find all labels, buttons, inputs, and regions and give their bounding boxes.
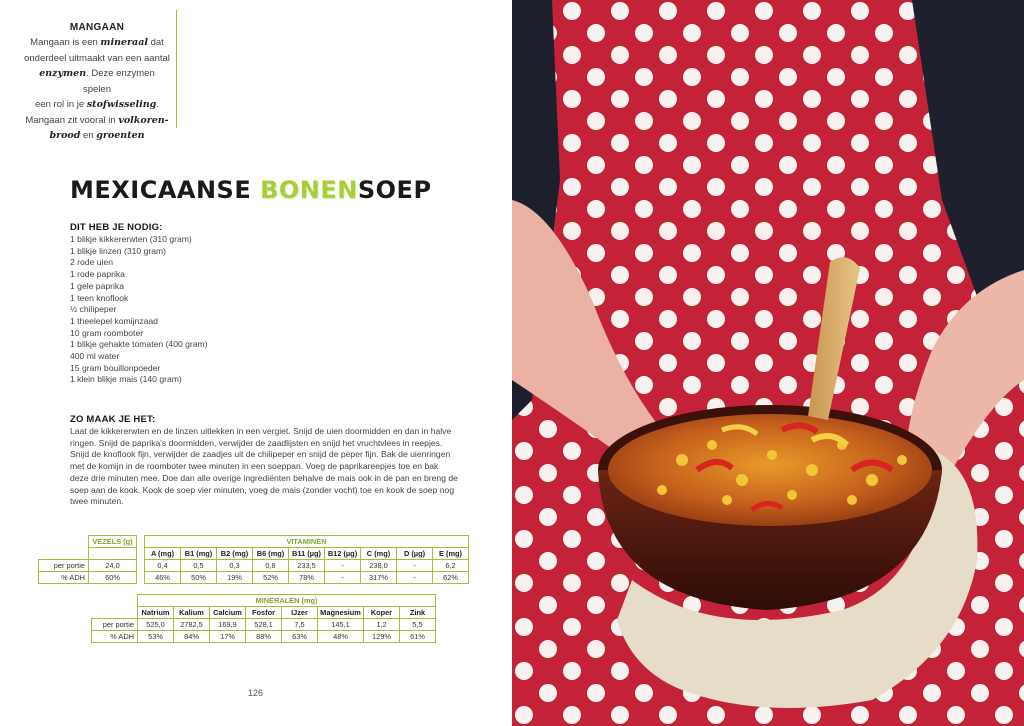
ingredient-item: 15 gram bouillonpoeder	[70, 362, 161, 373]
minerals-table	[91, 594, 436, 643]
ingredient-item: 2 rode uien	[70, 257, 114, 268]
table-cell: -	[325, 572, 361, 584]
table-cell: 5,5	[400, 619, 436, 631]
table-cell-blank	[137, 560, 145, 572]
vezels-header: VEZELS (g)	[89, 536, 137, 548]
column-header: Koper	[364, 607, 400, 619]
right-page	[512, 0, 1024, 726]
column-header: Kalium	[174, 607, 210, 619]
table-cell: 61%	[400, 631, 436, 643]
table-cell: 0,8	[253, 560, 289, 572]
method-heading: ZO MAAK JE HET:	[70, 414, 156, 425]
column-header: Calcium	[210, 607, 246, 619]
table-cell-blank	[137, 572, 145, 584]
info-box-text	[24, 35, 170, 144]
table-cell-blank	[137, 548, 145, 560]
column-header: IJzer	[282, 607, 318, 619]
table-cell: 84%	[174, 631, 210, 643]
table-cell: 19%	[217, 572, 253, 584]
ingredient-item: 1 blikje kikkererwten (310 gram)	[70, 234, 192, 244]
table-cell: 6,2	[433, 560, 469, 572]
column-header: B6 (mg)	[253, 548, 289, 560]
recipe-title: MEXICAANSE BONENSOEP	[70, 176, 432, 204]
table-cell: 7,5	[282, 619, 318, 631]
info-box-title: MANGAAN	[69, 22, 125, 33]
info-line: een rol in je stofwisseling.	[35, 99, 159, 110]
column-header: D (µg)	[397, 548, 433, 560]
row-label: per portie	[39, 560, 89, 572]
ingredient-item: 1 teen knoflook	[70, 292, 129, 303]
method-line: Snijd de knoflook fijn, verwijder de zaadjes uit de chilipeper en snijd de peper fijn. Bak de uienringen	[70, 449, 451, 460]
table-cell: 24,0	[89, 560, 137, 572]
column-header: B1 (mg)	[181, 548, 217, 560]
table-row	[39, 572, 469, 584]
table-row	[39, 560, 469, 572]
column-header: Magnesium	[318, 607, 364, 619]
method-line: Laat de kikkererwten en de linzen uitlekken in een vergiet. Snijd de uien doormidden en dan in halve	[70, 426, 452, 436]
column-header: B2 (mg)	[217, 548, 253, 560]
table-cell: 63%	[282, 631, 318, 643]
column-header: Zink	[400, 607, 436, 619]
column-header: E (mg)	[433, 548, 469, 560]
table-cell: 317%	[361, 572, 397, 584]
table-cell-blank	[39, 536, 89, 548]
ingredient-item: 10 gram roomboter	[70, 327, 144, 338]
method-line: met de komijn in de roomboter twee minuten in een soeppan. Voeg de paprikareepjes toe en bak	[70, 461, 439, 472]
table-cell: 0,3	[217, 560, 253, 572]
ingredient-item: 1 blikje linzen (310 gram)	[70, 245, 167, 256]
recipe-title-accent: BONEN	[260, 176, 358, 204]
info-line: Mangaan zit vooral in volkoren-	[25, 114, 169, 126]
column-header: Natrium	[138, 607, 174, 619]
table-cell: 169,9	[210, 619, 246, 631]
method-line: deze drie minuten mee. Doe dan alle overige ingrediënten behalve de mais ook in de pan en breng de	[70, 472, 458, 483]
row-label: % ADH	[92, 631, 138, 643]
info-line: enzymen. Deze enzymen spelen	[39, 68, 155, 95]
table-cell-blank	[137, 536, 145, 548]
info-line: brood en groenten	[49, 130, 145, 141]
table-cell: 50%	[181, 572, 217, 584]
table-cell: 46%	[145, 572, 181, 584]
column-header: B11 (µg)	[289, 548, 325, 560]
table-cell-blank	[92, 595, 138, 607]
method-line: twee minuten.	[70, 496, 124, 507]
column-header: A (mg)	[145, 548, 181, 560]
table-cell-blank	[39, 548, 89, 560]
table-cell: 53%	[138, 631, 174, 643]
ingredient-item: 1 rode paprika	[70, 269, 125, 280]
table-cell: 60%	[89, 572, 137, 584]
method-text	[70, 426, 475, 508]
vitamins-header: VITAMINEN	[145, 536, 469, 548]
column-header: Fosfor	[246, 607, 282, 619]
table-cell: 238,0	[361, 560, 397, 572]
vitamins-table	[38, 535, 469, 584]
table-cell: -	[397, 560, 433, 572]
table-cell-blank	[92, 607, 138, 619]
soup-photo	[512, 0, 1024, 726]
minerals-header: MINERALEN (mg)	[138, 595, 436, 607]
method-line: ringen. Snijd de paprika's doormidden, verwijder de zaadlijsten en snijd het vruchtvlees in reepjes.	[70, 437, 443, 448]
table-cell-blank	[89, 548, 137, 560]
table-cell: 233,5	[289, 560, 325, 572]
ingredients-list	[70, 234, 208, 386]
table-cell: 48%	[318, 631, 364, 643]
table-row	[92, 631, 436, 643]
page-number: 126	[248, 688, 264, 698]
table-cell: 52%	[253, 572, 289, 584]
ingredient-item: 400 ml water	[70, 351, 120, 362]
table-row	[92, 619, 436, 631]
table-cell: 17%	[210, 631, 246, 643]
table-cell: 528,1	[246, 619, 282, 631]
table-cell: 62%	[433, 572, 469, 584]
row-label: % ADH	[39, 572, 89, 584]
table-cell: 0,4	[145, 560, 181, 572]
table-cell: 78%	[289, 572, 325, 584]
table-cell: 1,2	[364, 619, 400, 631]
method-line: soep aan de kook. Kook de soep vier minuten, voeg de mais (zonder vocht) toe en kook de soep nog	[70, 484, 455, 495]
table-cell: 2782,5	[174, 619, 210, 631]
table-cell: 0,5	[181, 560, 217, 572]
row-label: per portie	[92, 619, 138, 631]
column-header: B12 (µg)	[325, 548, 361, 560]
ingredient-item: ½ chilipeper	[70, 304, 117, 315]
table-cell: 525,0	[138, 619, 174, 631]
ingredient-item: 1 theelepel komijnzaad	[70, 315, 158, 326]
ingredient-item: 1 gele paprika	[70, 280, 124, 291]
ingredient-item: 1 blikje gehakte tomaten (400 gram)	[70, 339, 208, 350]
ingredients-heading: DIT HEB JE NODIG:	[70, 222, 163, 233]
column-header: C (mg)	[361, 548, 397, 560]
info-box-mangaan	[24, 10, 177, 141]
ingredient-item: 1 klein blikje mais (140 gram)	[70, 374, 182, 385]
table-cell: -	[325, 560, 361, 572]
table-cell: 145,1	[318, 619, 364, 631]
info-line: onderdeel uitmaakt van een aantal	[24, 52, 170, 64]
info-line: Mangaan is een mineraal dat	[30, 37, 164, 48]
table-cell: 129%	[364, 631, 400, 643]
table-cell: 88%	[246, 631, 282, 643]
table-cell: -	[397, 572, 433, 584]
